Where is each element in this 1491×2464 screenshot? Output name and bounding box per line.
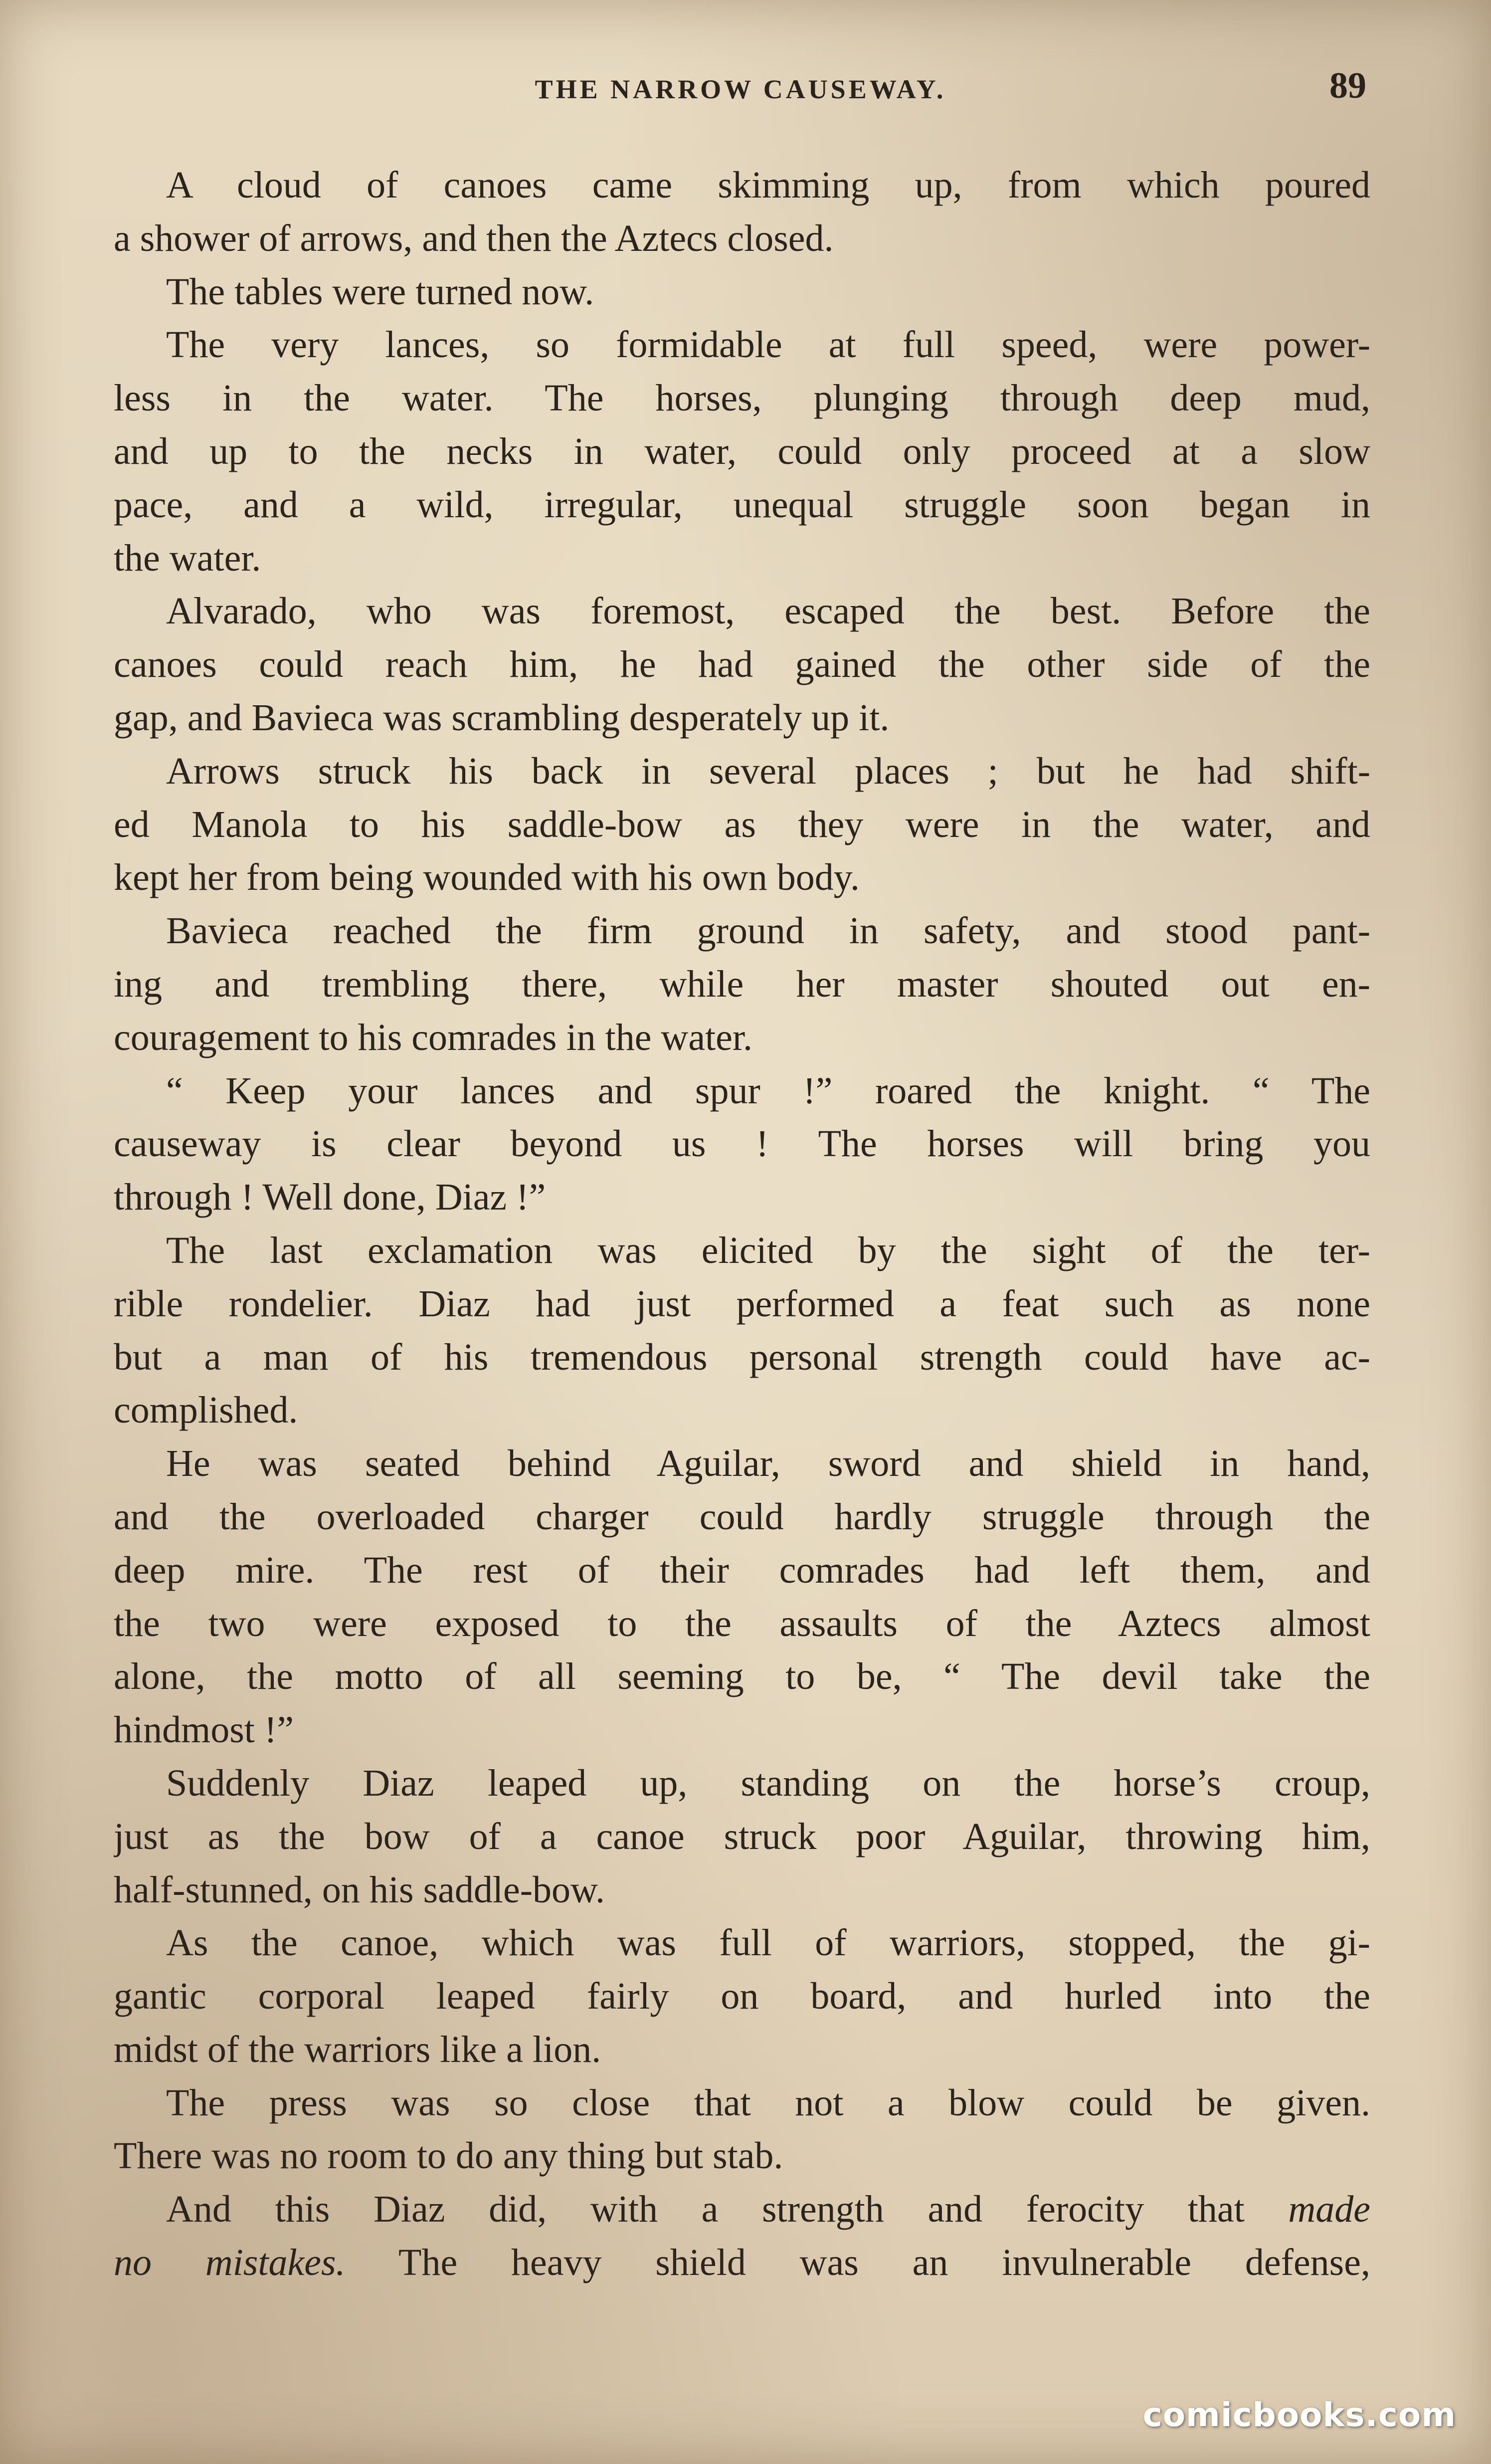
text-line <box>114 2236 1370 2289</box>
page-header <box>115 65 1366 120</box>
page-number: 89 <box>1329 65 1366 106</box>
text-line: through ! Well done, Diaz !” <box>114 1176 546 1219</box>
text-line: ing and trembling there, while her master shouted out en- <box>114 963 1370 1005</box>
text-line: gap, and Bavieca was scrambling desperately up it. <box>114 696 890 739</box>
text-line: The last exclamation was elicited by the sight of the ter- <box>166 1229 1370 1271</box>
text-line: gantic corporal leaped fairly on board, and hurled into the <box>114 1975 1370 2018</box>
text-line: hindmost !” <box>114 1709 294 1751</box>
text-line: rible rondelier. Diaz had just performed a feat such as none <box>114 1282 1370 1325</box>
text-segment: The heavy shield was an invulnerable defense, <box>345 2242 1370 2284</box>
text-line: Suddenly Diaz leaped up, standing on the horse’s croup, <box>166 1762 1370 1804</box>
body-text <box>114 159 1370 2289</box>
text-line: and the overloaded charger could hardly struggle through the <box>114 1495 1370 1538</box>
text-line: couragement to his comrades in the water. <box>114 1016 753 1058</box>
text-line: A cloud of canoes came skimming up, from which poured <box>166 164 1370 206</box>
text-line <box>114 2183 1370 2236</box>
text-line: The very lances, so formidable at full speed, were power- <box>166 324 1370 366</box>
text-segment-italic: made <box>1288 2188 1370 2231</box>
text-line: pace, and a wild, irregular, unequal struggle soon began in <box>114 483 1370 526</box>
text-segment-italic: no mistakes. <box>114 2242 346 2284</box>
text-line: canoes could reach him, he had gained the other side of the <box>114 643 1370 686</box>
text-line: the water. <box>114 537 261 579</box>
text-line: Alvarado, who was foremost, escaped the best. Before the <box>166 590 1370 632</box>
text-line: There was no room to do any thing but stab. <box>114 2135 783 2177</box>
text-line: half-stunned, on his saddle-bow. <box>114 1868 605 1911</box>
text-line: the two were exposed to the assaults of the Aztecs almost <box>114 1602 1370 1644</box>
watermark-logo: comicbooks.com <box>1142 2396 1456 2434</box>
text-line: a shower of arrows, and then the Aztecs closed. <box>114 217 834 259</box>
text-line: complished. <box>114 1389 298 1432</box>
text-line: causeway is clear beyond us ! The horses will bring you <box>114 1123 1370 1165</box>
text-line: Bavieca reached the firm ground in safety, and stood pant- <box>166 910 1370 952</box>
text-line: “ Keep your lances and spur !” roared the knight. “ The <box>166 1069 1370 1112</box>
text-line: midst of the warriors like a lion. <box>114 2028 601 2070</box>
text-line: less in the water. The horses, plunging through deep mud, <box>114 377 1370 419</box>
text-line: The press was so close that not a blow could be given. <box>166 2081 1370 2124</box>
text-line: As the canoe, which was full of warriors, stopped, the gi- <box>166 1922 1370 1964</box>
text-line: just as the bow of a canoe struck poor Aguilar, throwing him, <box>114 1815 1370 1857</box>
text-line: deep mire. The rest of their comrades had left them, and <box>114 1549 1370 1591</box>
text-line: but a man of his tremendous personal strength could have ac- <box>114 1336 1370 1378</box>
text-line: The tables were turned now. <box>166 270 594 313</box>
text-line: Arrows struck his back in several places ; but he had shift- <box>166 750 1370 792</box>
text-line: alone, the motto of all seeming to be, “ The devil take the <box>114 1655 1370 1698</box>
text-line: kept her from being wounded with his own body. <box>114 856 860 899</box>
text-line: and up to the necks in water, could only proceed at a slow <box>114 430 1370 472</box>
text-segment: And this Diaz did, with a strength and ferocity that <box>166 2188 1245 2231</box>
text-line: He was seated behind Aguilar, sword and shield in hand, <box>166 1442 1370 1485</box>
text-line: ed Manola to his saddle-bow as they were in the water, and <box>114 803 1370 845</box>
running-head: THE NARROW CAUSEWAY. <box>535 74 946 104</box>
